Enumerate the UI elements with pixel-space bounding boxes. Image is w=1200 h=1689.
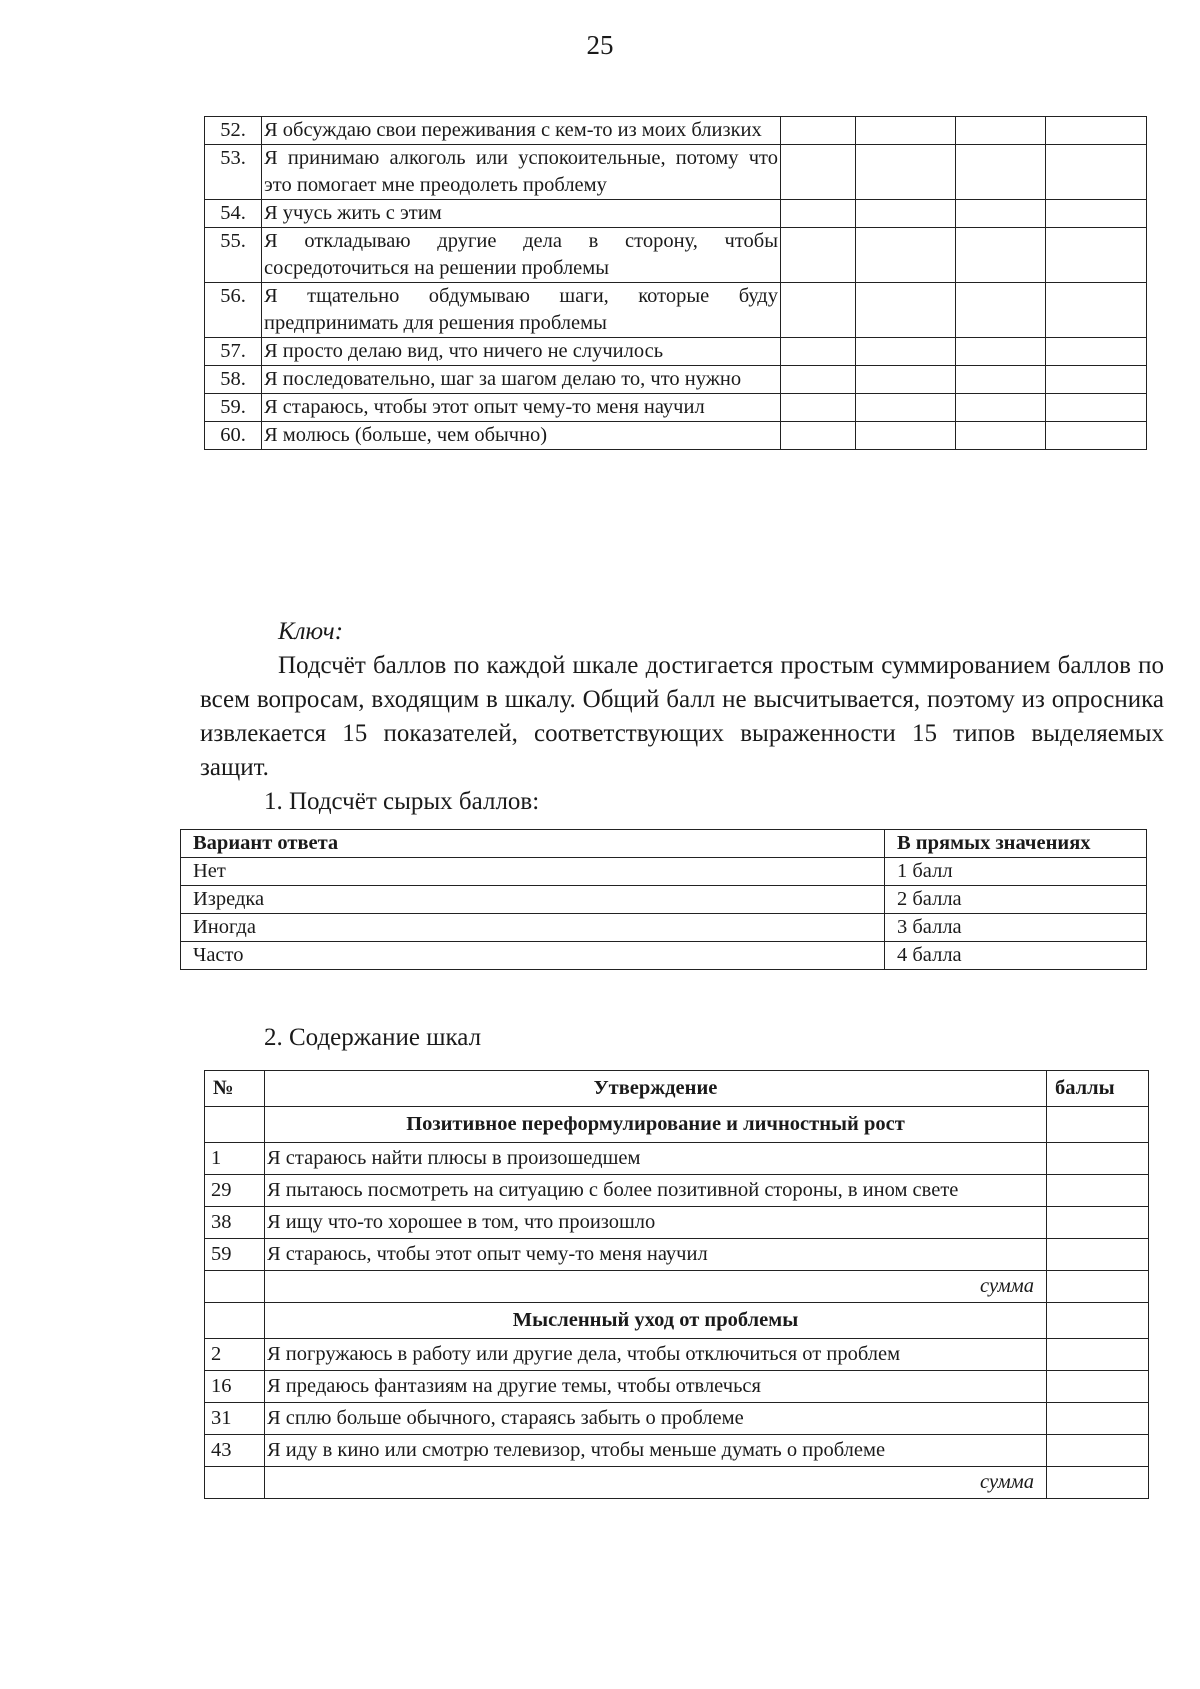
answer-cell — [1046, 394, 1147, 422]
question-number: 57. — [205, 338, 262, 366]
answer-cell — [856, 200, 956, 228]
scale-item-points — [1047, 1403, 1149, 1435]
scale-item-text: Я сплю больше обычного, стараясь забыть о проблеме — [265, 1403, 1047, 1435]
question-text: Я стараюсь, чтобы этот опыт чему-то меня научил — [262, 394, 781, 422]
scale-item-number: 1 — [205, 1143, 265, 1175]
questionnaire-table — [204, 116, 1147, 450]
answer-cell — [856, 338, 956, 366]
question-row — [205, 200, 1147, 228]
answer-cell — [856, 283, 956, 338]
answer-cell — [956, 145, 1046, 200]
answer-cell — [856, 145, 956, 200]
scale-item-text: Я стараюсь, чтобы этот опыт чему-то меня научил — [265, 1239, 1047, 1271]
scale-item-points — [1047, 1339, 1149, 1371]
scoring-row — [181, 886, 1147, 914]
scale-item-row — [205, 1239, 1149, 1271]
scale-group-row — [205, 1107, 1149, 1143]
sum-empty-cell — [205, 1467, 265, 1499]
scale-item-text: Я предаюсь фантазиям на другие темы, чтобы отвлечься — [265, 1371, 1047, 1403]
scoring-table — [180, 829, 1147, 970]
scale-item-row — [205, 1207, 1149, 1239]
answer-cell — [856, 422, 956, 450]
page-number: 25 — [586, 30, 614, 60]
scale-item-text: Я иду в кино или смотрю телевизор, чтобы меньше думать о проблеме — [265, 1435, 1047, 1467]
question-number: 52. — [205, 117, 262, 145]
answer-cell — [1046, 422, 1147, 450]
scales-header-points: баллы — [1047, 1071, 1149, 1107]
answer-cell — [956, 338, 1046, 366]
sum-empty-cell — [205, 1271, 265, 1303]
question-row — [205, 228, 1147, 283]
question-row — [205, 338, 1147, 366]
question-row — [205, 283, 1147, 338]
scale-item-number: 38 — [205, 1207, 265, 1239]
answer-cell — [856, 228, 956, 283]
scale-item-number: 59 — [205, 1239, 265, 1271]
scoring-value: 4 балла — [885, 942, 1147, 970]
scale-group-title: Мысленный уход от проблемы — [265, 1303, 1047, 1339]
question-text: Я последовательно, шаг за шагом делаю то, что нужно — [262, 366, 781, 394]
scale-sum-row — [205, 1271, 1149, 1303]
scoring-value: 2 балла — [885, 886, 1147, 914]
answer-cell — [956, 117, 1046, 145]
scale-item-row — [205, 1143, 1149, 1175]
scoring-header-variant: Вариант ответа — [181, 830, 885, 858]
answer-cell — [1046, 283, 1147, 338]
group-empty-cell — [205, 1107, 265, 1143]
scale-item-row — [205, 1403, 1149, 1435]
scales-header-statement: Утверждение — [265, 1071, 1047, 1107]
scale-item-points — [1047, 1175, 1149, 1207]
question-number: 53. — [205, 145, 262, 200]
question-number: 60. — [205, 422, 262, 450]
scale-sum-row — [205, 1467, 1149, 1499]
group-points-cell — [1047, 1303, 1149, 1339]
scoring-variant: Нет — [181, 858, 885, 886]
answer-cell — [781, 145, 856, 200]
scale-item-row — [205, 1371, 1149, 1403]
answer-cell — [856, 394, 956, 422]
question-text: Я просто делаю вид, что ничего не случилось — [262, 338, 781, 366]
answer-cell — [856, 117, 956, 145]
answer-cell — [956, 228, 1046, 283]
answer-cell — [1046, 338, 1147, 366]
answer-cell — [781, 366, 856, 394]
section-1-title: 1. Подсчёт сырых баллов: — [264, 788, 540, 815]
scales-table — [204, 1070, 1149, 1499]
answer-cell — [781, 394, 856, 422]
scale-item-points — [1047, 1435, 1149, 1467]
scale-item-number: 43 — [205, 1435, 265, 1467]
scale-item-row — [205, 1435, 1149, 1467]
sum-points-cell — [1047, 1271, 1149, 1303]
scoring-row — [181, 914, 1147, 942]
scoring-row — [181, 942, 1147, 970]
scale-item-text: Я пытаюсь посмотреть на ситуацию с более позитивной стороны, в ином свете — [265, 1175, 1047, 1207]
question-row — [205, 117, 1147, 145]
scoring-value: 1 балл — [885, 858, 1147, 886]
answer-cell — [1046, 145, 1147, 200]
scale-sum-label: сумма — [265, 1467, 1047, 1499]
answer-cell — [1046, 366, 1147, 394]
group-empty-cell — [205, 1303, 265, 1339]
scales-header-row — [205, 1071, 1149, 1107]
question-text: Я принимаю алкоголь или успокоительные, потому что это помогает мне преодолеть проблему — [262, 145, 781, 200]
scale-item-points — [1047, 1207, 1149, 1239]
scale-item-row — [205, 1175, 1149, 1207]
scoring-header-value: В прямых значениях — [885, 830, 1147, 858]
scale-item-text: Я ищу что-то хорошее в том, что произошло — [265, 1207, 1047, 1239]
answer-cell — [956, 283, 1046, 338]
scale-item-text: Я стараюсь найти плюсы в произошедшем — [265, 1143, 1047, 1175]
answer-cell — [956, 200, 1046, 228]
scale-group-row — [205, 1303, 1149, 1339]
scales-header-num: № — [205, 1071, 265, 1107]
scale-sum-label: сумма — [265, 1271, 1047, 1303]
scale-item-text: Я погружаюсь в работу или другие дела, чтобы отключиться от проблем — [265, 1339, 1047, 1371]
group-points-cell — [1047, 1107, 1149, 1143]
scoring-variant: Часто — [181, 942, 885, 970]
question-row — [205, 145, 1147, 200]
question-number: 59. — [205, 394, 262, 422]
answer-cell — [781, 338, 856, 366]
scale-item-points — [1047, 1143, 1149, 1175]
scoring-value: 3 балла — [885, 914, 1147, 942]
scale-item-points — [1047, 1371, 1149, 1403]
key-paragraph: Подсчёт баллов по каждой шкале достигается простым суммированием баллов по всем вопросам, входящим в шкалу. Общий балл не высчитывается, поэтому из опросника извлекается 15 показателей, соответствующих выраженности 15 типов выделяемых защит. — [200, 652, 1164, 781]
scoring-variant: Иногда — [181, 914, 885, 942]
scoring-variant: Изредка — [181, 886, 885, 914]
question-row — [205, 394, 1147, 422]
answer-cell — [781, 117, 856, 145]
question-text: Я откладываю другие дела в сторону, чтобы сосредоточиться на решении проблемы — [262, 228, 781, 283]
scale-item-points — [1047, 1239, 1149, 1271]
question-text: Я учусь жить с этим — [262, 200, 781, 228]
scale-item-row — [205, 1339, 1149, 1371]
answer-cell — [781, 422, 856, 450]
question-number: 58. — [205, 366, 262, 394]
scale-item-number: 29 — [205, 1175, 265, 1207]
question-text: Я обсуждаю свои переживания с кем-то из моих близких — [262, 117, 781, 145]
question-row — [205, 422, 1147, 450]
scale-group-title: Позитивное переформулирование и личностный рост — [265, 1107, 1047, 1143]
question-number: 56. — [205, 283, 262, 338]
answer-cell — [956, 366, 1046, 394]
question-row — [205, 366, 1147, 394]
answer-cell — [856, 366, 956, 394]
answer-cell — [956, 394, 1046, 422]
scale-item-number: 16 — [205, 1371, 265, 1403]
scale-item-number: 31 — [205, 1403, 265, 1435]
answer-cell — [781, 283, 856, 338]
answer-cell — [1046, 200, 1147, 228]
question-text: Я молюсь (больше, чем обычно) — [262, 422, 781, 450]
section-2-title: 2. Содержание шкал — [264, 1024, 482, 1051]
key-title: Ключ: — [278, 618, 344, 645]
sum-points-cell — [1047, 1467, 1149, 1499]
question-text: Я тщательно обдумываю шаги, которые буду предпринимать для решения проблемы — [262, 283, 781, 338]
scoring-row — [181, 858, 1147, 886]
answer-cell — [781, 228, 856, 283]
answer-cell — [1046, 117, 1147, 145]
question-number: 54. — [205, 200, 262, 228]
answer-cell — [781, 200, 856, 228]
question-number: 55. — [205, 228, 262, 283]
scale-item-number: 2 — [205, 1339, 265, 1371]
answer-cell — [1046, 228, 1147, 283]
answer-cell — [956, 422, 1046, 450]
scoring-header-row — [181, 830, 1147, 858]
